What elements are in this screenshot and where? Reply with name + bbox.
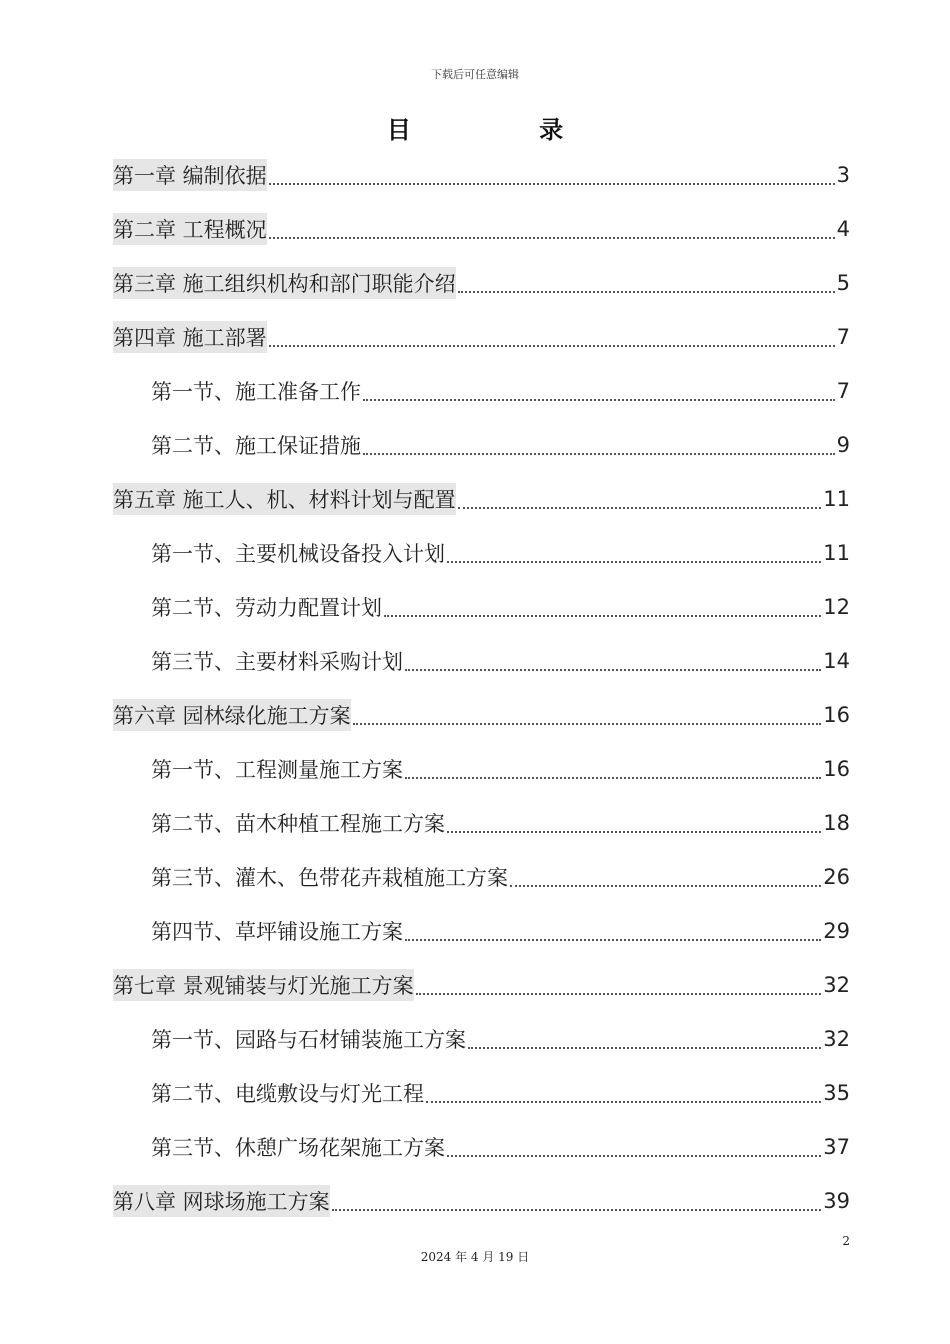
toc-leader-dots <box>363 453 835 455</box>
toc-leader-dots <box>269 237 835 239</box>
toc-entry-page: 4 <box>836 217 850 241</box>
toc-entry-page: 32 <box>823 1027 850 1051</box>
toc-entry-page: 35 <box>823 1081 850 1105</box>
toc-entry-page: 16 <box>823 703 850 727</box>
toc-section-entry[interactable] <box>151 908 850 954</box>
toc-entry-label: 第一节、工程测量施工方案 <box>151 758 403 782</box>
toc-entry-page: 39 <box>823 1189 850 1213</box>
toc-leader-dots <box>458 507 822 509</box>
toc-leader-dots <box>353 723 822 725</box>
toc-entry-label: 第一节、园路与石材铺装施工方案 <box>151 1028 466 1052</box>
toc-leader-dots <box>447 1155 821 1157</box>
toc-entry-page: 37 <box>823 1135 850 1159</box>
toc-leader-dots <box>447 561 821 563</box>
toc-entry-label: 第二节、苗木种植工程施工方案 <box>151 812 445 836</box>
toc-entry-label: 第三节、休憩广场花架施工方案 <box>151 1136 445 1160</box>
toc-section-entry[interactable] <box>151 1016 850 1062</box>
toc-entry-label: 第五章 施工人、机、材料计划与配置 <box>113 483 456 515</box>
toc-section-entry[interactable] <box>151 746 850 792</box>
toc-chapter-entry[interactable] <box>113 152 850 198</box>
toc-section-entry[interactable] <box>151 368 850 414</box>
toc-entry-label: 第三节、主要材料采购计划 <box>151 650 403 674</box>
toc-leader-dots <box>510 885 821 887</box>
toc-leader-dots <box>458 291 835 293</box>
toc-entry-label: 第四章 施工部署 <box>113 321 267 353</box>
toc-leader-dots <box>447 831 821 833</box>
toc-leader-dots <box>468 1047 821 1049</box>
toc-chapter-entry[interactable] <box>113 476 850 522</box>
toc-entry-page: 12 <box>823 595 850 619</box>
toc-section-entry[interactable] <box>151 800 850 846</box>
toc-entry-label: 第二节、劳动力配置计划 <box>151 596 382 620</box>
toc-chapter-entry[interactable] <box>113 692 850 738</box>
toc-entry-label: 第四节、草坪铺设施工方案 <box>151 920 403 944</box>
toc-entry-label: 第一章 编制依据 <box>113 159 267 191</box>
toc-leader-dots <box>426 1101 821 1103</box>
toc-entry-page: 29 <box>823 919 850 943</box>
toc-leader-dots <box>269 183 835 185</box>
toc-section-entry[interactable] <box>151 638 850 684</box>
toc-entry-page: 3 <box>836 163 850 187</box>
toc-section-entry[interactable] <box>151 1124 850 1170</box>
toc-leader-dots <box>269 345 835 347</box>
toc-leader-dots <box>363 399 835 401</box>
toc-entry-page: 5 <box>836 271 850 295</box>
page-title: 目 录 <box>386 115 624 144</box>
toc-chapter-entry[interactable] <box>113 1178 850 1224</box>
toc-section-entry[interactable] <box>151 530 850 576</box>
toc-entry-page: 14 <box>823 649 850 673</box>
toc-chapter-entry[interactable] <box>113 962 850 1008</box>
toc-chapter-entry[interactable] <box>113 206 850 252</box>
toc-entry-label: 第一节、施工准备工作 <box>151 380 361 404</box>
toc-entry-page: 16 <box>823 757 850 781</box>
toc-leader-dots <box>405 669 821 671</box>
toc-entry-page: 11 <box>823 487 850 511</box>
toc-leader-dots <box>332 1209 822 1211</box>
toc-section-entry[interactable] <box>151 584 850 630</box>
toc-entry-page: 18 <box>823 811 850 835</box>
page-number: 2 <box>842 1234 850 1248</box>
toc-section-entry[interactable] <box>151 422 850 468</box>
toc-entry-page: 11 <box>823 541 850 565</box>
toc-entry-label: 第八章 网球场施工方案 <box>113 1185 330 1217</box>
toc-entry-label: 第三章 施工组织机构和部门职能介绍 <box>113 267 456 299</box>
toc-section-entry[interactable] <box>151 1070 850 1116</box>
toc-entry-label: 第一节、主要机械设备投入计划 <box>151 542 445 566</box>
toc-entry-label: 第二节、电缆敷设与灯光工程 <box>151 1082 424 1106</box>
toc-chapter-entry[interactable] <box>113 314 850 360</box>
toc-entry-page: 32 <box>823 973 850 997</box>
toc-entry-page: 7 <box>836 325 850 349</box>
toc-entry-label: 第三节、灌木、色带花卉栽植施工方案 <box>151 866 508 890</box>
toc-section-entry[interactable] <box>151 854 850 900</box>
toc-entry-page: 7 <box>836 379 850 403</box>
footer-date: 2024 年 4 月 19 日 <box>420 1250 530 1264</box>
toc-entry-label: 第七章 景观铺装与灯光施工方案 <box>113 969 414 1001</box>
toc-entry-label: 第二章 工程概况 <box>113 213 267 245</box>
toc-leader-dots <box>405 777 821 779</box>
toc-leader-dots <box>416 993 822 995</box>
toc-entry-label: 第六章 园林绿化施工方案 <box>113 699 351 731</box>
toc-leader-dots <box>405 939 821 941</box>
toc-entry-page: 26 <box>823 865 850 889</box>
header-note: 下载后可任意编辑 <box>431 68 519 81</box>
toc-entry-page: 9 <box>836 433 850 457</box>
toc-leader-dots <box>384 615 821 617</box>
toc-chapter-entry[interactable] <box>113 260 850 306</box>
toc-entry-label: 第二节、施工保证措施 <box>151 434 361 458</box>
